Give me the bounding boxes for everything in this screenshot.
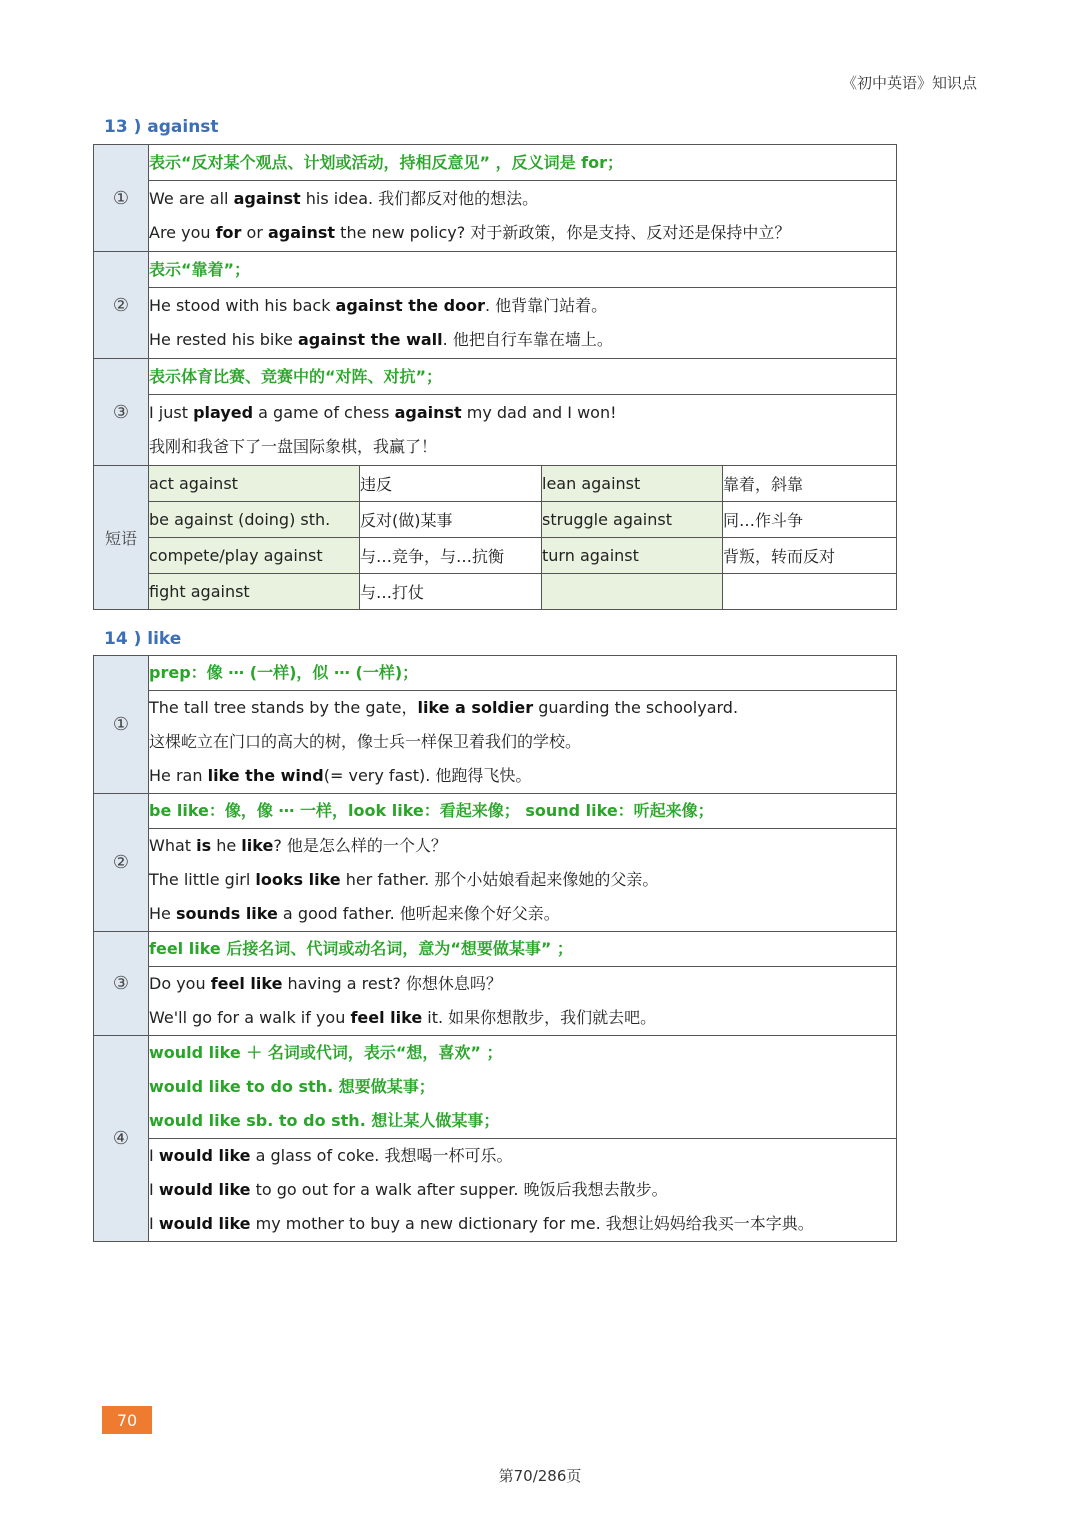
text-segment: he (211, 836, 242, 855)
phrase-english: be against (doing) sth. (149, 502, 360, 538)
text-segment: or (241, 223, 268, 242)
text-segment: his idea. 我们都反对他的想法。 (300, 189, 539, 208)
example-row (94, 395, 897, 466)
page-footer: 第70/286页 (498, 1467, 582, 1485)
example-sentence (149, 182, 896, 216)
usage-heading-line: would like sb. to do sth. 想让某人做某事； (149, 1111, 500, 1130)
usage-heading: 表示体育比赛、竞赛中的“对阵、对抗”； (149, 359, 897, 395)
example-cell (149, 395, 897, 466)
text-segment: my dad and I won! (461, 403, 617, 422)
text-segment: I just (149, 403, 194, 422)
text-segment: Are you (149, 223, 216, 242)
text-segment: He (149, 904, 176, 923)
text-segment: 这棵屹立在门口的高大的树，像士兵一样保卫着我们的学校。 (149, 732, 582, 751)
text-segment: the new policy? 对于新政策，你是支持、反对还是保持中立？ (335, 223, 791, 242)
usage-row (94, 794, 897, 829)
document-header-title: 《初中英语》知识点 (841, 74, 977, 92)
text-segment: The little girl (149, 870, 256, 889)
phrase-row (94, 538, 897, 574)
keyword: feel like (210, 974, 283, 993)
phrase-english: lean against (542, 466, 723, 502)
example-sentence (149, 897, 896, 931)
example-sentence (149, 1207, 896, 1241)
example-sentence (149, 759, 896, 793)
example-sentence (149, 1139, 896, 1173)
section-heading-against: 13 ) against (104, 117, 219, 137)
text-segment: ? 他是怎么样的一个人？ (273, 836, 447, 855)
example-sentence (149, 725, 896, 759)
example-sentence (149, 1173, 896, 1207)
example-row (94, 288, 897, 359)
usage-heading (149, 1036, 897, 1139)
text-segment: I (149, 1146, 159, 1165)
text-segment: 我刚和我爸下了一盘国际象棋，我赢了！ (149, 437, 438, 456)
text-segment: He stood with his back (149, 296, 336, 315)
phrase-english: turn against (542, 538, 723, 574)
text-segment: . 他把自行车靠在墙上。 (442, 330, 613, 349)
example-cell (149, 691, 897, 794)
keyword: like a soldier (417, 698, 534, 717)
keyword: against (394, 403, 462, 422)
text-segment: We are all (149, 189, 234, 208)
phrases-label: 短语 (94, 466, 149, 610)
text-segment: a game of chess (253, 403, 395, 422)
phrase-row (94, 502, 897, 538)
example-row (94, 829, 897, 932)
keyword: sounds like (175, 904, 278, 923)
keyword: is (196, 836, 212, 855)
phrase-row (94, 574, 897, 610)
example-cell (149, 288, 897, 359)
usage-row (94, 1036, 897, 1139)
phrase-chinese: 与…竞争，与…抗衡 (360, 538, 542, 574)
text-segment: to go out for a walk after supper. 晚饭后我想去散步。 (250, 1180, 668, 1199)
keyword: played (193, 403, 254, 422)
phrase-chinese: 背叛，转而反对 (723, 538, 897, 574)
usage-heading-line: feel like 后接名词、代词或动名词，意为“想要做某事” ； (149, 939, 573, 958)
usage-heading (149, 932, 897, 967)
phrase-chinese: 同…作斗争 (723, 502, 897, 538)
text-segment: He rested his bike (149, 330, 298, 349)
keyword: against the door (335, 296, 485, 315)
page-number-badge: 70 (102, 1406, 152, 1434)
phrase-chinese: 违反 (360, 466, 542, 502)
example-sentence (149, 691, 896, 725)
phrase-chinese: 靠着，斜靠 (723, 466, 897, 502)
example-sentence (149, 863, 896, 897)
keyword: for (215, 223, 242, 242)
usage-number: ① (94, 656, 149, 794)
against-table (93, 144, 897, 610)
usage-number: ② (94, 794, 149, 932)
example-sentence (149, 323, 896, 357)
usage-row (94, 252, 897, 288)
phrase-english: struggle against (542, 502, 723, 538)
example-row (94, 691, 897, 794)
example-sentence (149, 289, 896, 323)
usage-number: ③ (94, 932, 149, 1036)
phrase-chinese: 反对(做)某事 (360, 502, 542, 538)
phrase-chinese: 与…打仗 (360, 574, 542, 610)
text-segment: (= very fast). 他跑得飞快。 (323, 766, 532, 785)
text-segment: having a rest? 你想休息吗？ (282, 974, 502, 993)
text-segment: He ran (149, 766, 208, 785)
example-row (94, 967, 897, 1036)
keyword: looks like (255, 870, 341, 889)
keyword: feel like (350, 1008, 423, 1027)
section-heading-like: 14 ) like (104, 629, 182, 649)
usage-row (94, 932, 897, 967)
text-segment: it. 如果你想散步，我们就去吧。 (422, 1008, 657, 1027)
example-sentence (149, 967, 896, 1001)
text-segment: a good father. 他听起来像个好父亲。 (277, 904, 560, 923)
text-segment: Do you (149, 974, 211, 993)
phrase-english: fight against (149, 574, 360, 610)
text-segment: my mother to buy a new dictionary for me. 我想让妈妈给我买一本字典。 (250, 1214, 814, 1233)
usage-heading (149, 656, 897, 691)
usage-row (94, 656, 897, 691)
text-segment: her father. 那个小姑娘看起来像她的父亲。 (340, 870, 659, 889)
example-row (94, 1139, 897, 1242)
usage-row (94, 359, 897, 395)
text-segment: What (149, 836, 197, 855)
example-cell (149, 181, 897, 252)
keyword: would like (158, 1180, 251, 1199)
example-row (94, 181, 897, 252)
example-sentence (149, 829, 896, 863)
text-segment: a glass of coke. 我想喝一杯可乐。 (250, 1146, 513, 1165)
keyword: would like (158, 1146, 251, 1165)
usage-number: ③ (94, 359, 149, 466)
keyword: against the wall (297, 330, 443, 349)
phrase-english: compete/play against (149, 538, 360, 574)
keyword: against (233, 189, 301, 208)
phrase-row (94, 466, 897, 502)
phrase-english (542, 574, 723, 610)
usage-number: ① (94, 145, 149, 252)
usage-heading-line: would like to do sth. 想要做某事； (149, 1077, 435, 1096)
example-sentence (149, 396, 896, 430)
keyword: like the wind (207, 766, 324, 785)
text-segment: We'll go for a walk if you (149, 1008, 351, 1027)
keyword: like (241, 836, 274, 855)
example-cell (149, 1139, 897, 1242)
example-cell (149, 829, 897, 932)
usage-heading-line: would like ＋ 名词或代词，表示“想，喜欢” ； (149, 1043, 503, 1062)
usage-heading: 表示“靠着”； (149, 252, 897, 288)
usage-heading (149, 794, 897, 829)
text-segment: . 他背靠门站着。 (485, 296, 608, 315)
usage-number: ④ (94, 1036, 149, 1242)
text-segment: I (149, 1214, 159, 1233)
text-segment: guarding the schoolyard. (533, 698, 739, 717)
usage-heading-line: be like：像，像 ⋯ 一样，look like：看起来像； sound like：听起来像； (149, 801, 714, 820)
example-sentence (149, 430, 896, 464)
keyword: against (267, 223, 336, 242)
text-segment: The tall tree stands by the gate， (149, 698, 418, 717)
phrase-english: act against (149, 466, 360, 502)
like-table (93, 655, 897, 1242)
example-sentence (149, 216, 896, 250)
usage-heading: 表示“反对某个观点、计划或活动，持相反意见” ，反义词是 for； (149, 145, 897, 181)
example-cell (149, 967, 897, 1036)
text-segment: I (149, 1180, 159, 1199)
example-sentence (149, 1001, 896, 1035)
phrase-chinese (723, 574, 897, 610)
usage-heading-line: prep：像 ⋯ (一样)，似 ⋯ (一样)； (149, 663, 419, 682)
usage-number: ② (94, 252, 149, 359)
usage-row (94, 145, 897, 181)
keyword: would like (158, 1214, 251, 1233)
